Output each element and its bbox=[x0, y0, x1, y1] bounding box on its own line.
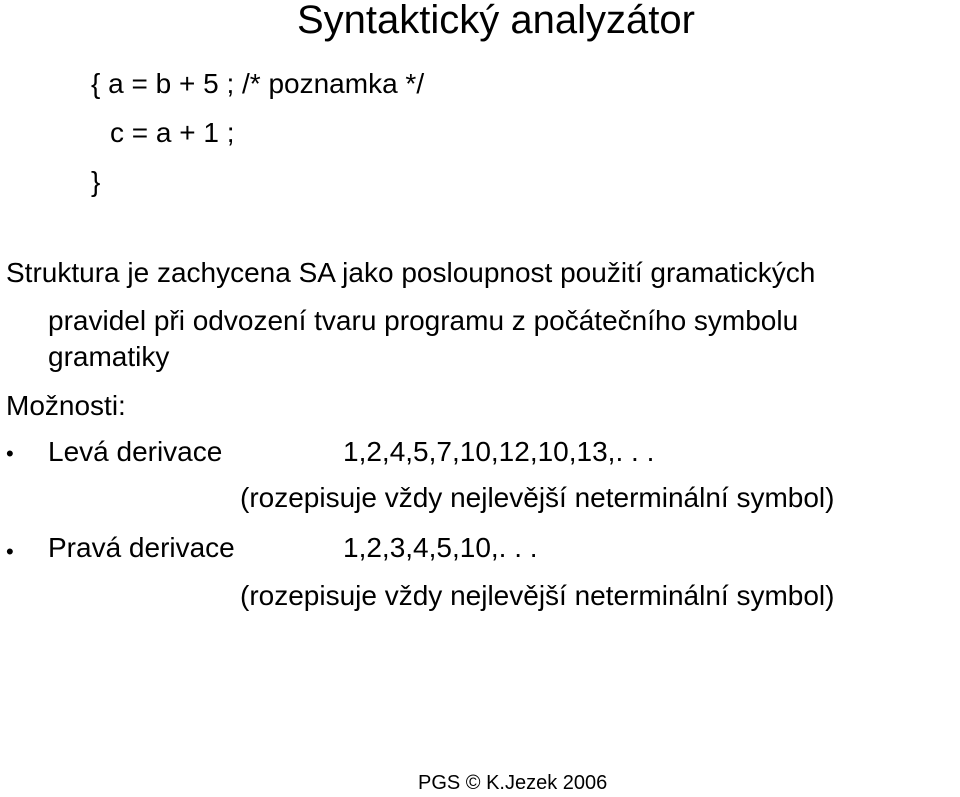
bullet-term-right: Pravá derivace bbox=[48, 532, 235, 563]
bullet-icon: • bbox=[6, 539, 14, 564]
paragraph-line-2: pravidel při odvození tvaru programu z počátečního symbolu bbox=[48, 305, 799, 336]
bullet-note-left: (rozepisuje vždy nejlevější neterminální symbol) bbox=[240, 482, 835, 513]
code-line-1: { a = b + 5 ; /* poznamka */ bbox=[91, 68, 425, 99]
bullet-term-left: Levá derivace bbox=[48, 436, 223, 467]
code-line-2: c = a + 1 ; bbox=[110, 117, 235, 148]
paragraph-line-3: gramatiky bbox=[48, 341, 170, 372]
paragraph-line-1: Struktura je zachycena SA jako posloupnost použití gramatických bbox=[6, 257, 816, 288]
bullet-sequence-right: 1,2,3,4,5,10,. . . bbox=[343, 532, 538, 563]
bullet-icon: • bbox=[6, 441, 14, 466]
bullet-sequence-left: 1,2,4,5,7,10,12,10,13,. . . bbox=[343, 436, 655, 467]
bullet-note-right: (rozepisuje vždy nejlevější neterminální symbol) bbox=[240, 580, 835, 611]
code-line-3: } bbox=[91, 166, 101, 197]
slide-title: Syntaktický analyzátor bbox=[297, 0, 695, 42]
footer-credit: PGS © K.Jezek 2006 bbox=[418, 772, 608, 794]
options-label: Možnosti: bbox=[6, 390, 126, 421]
